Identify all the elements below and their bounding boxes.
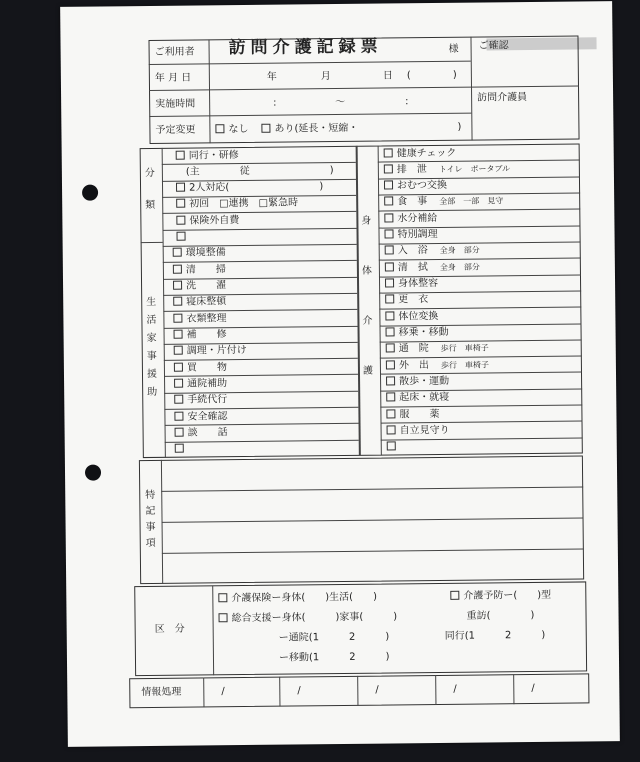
checkbox-icon[interactable] bbox=[386, 344, 395, 353]
right-service-row[interactable] bbox=[384, 180, 447, 193]
left-service-row[interactable] bbox=[174, 329, 227, 342]
left-service-label: 衣類整理 bbox=[186, 312, 227, 325]
date-year[interactable]: 年 bbox=[266, 71, 277, 83]
right-service-options[interactable]: 全身 部分 bbox=[439, 262, 480, 272]
right-service-row[interactable] bbox=[386, 343, 489, 356]
form-title: 訪問介護記録票 bbox=[228, 36, 383, 59]
checkbox-icon[interactable] bbox=[384, 164, 393, 173]
left-service-row[interactable] bbox=[176, 198, 298, 211]
change-yes-option[interactable]: あり(延長・短縮・ bbox=[261, 123, 358, 136]
left-service-row[interactable] bbox=[175, 427, 228, 440]
right-service-label: 清 拭 bbox=[397, 261, 428, 274]
checkbox-icon[interactable] bbox=[174, 346, 183, 355]
time-start[interactable]: : bbox=[273, 97, 277, 109]
category-line3-b[interactable]: 同行(1 2 ) bbox=[444, 629, 546, 642]
left-service-row[interactable] bbox=[175, 444, 188, 456]
checkbox-icon[interactable] bbox=[386, 327, 395, 336]
right-service-label: おむつ交換 bbox=[396, 179, 448, 192]
right-service-label: 移乗・移動 bbox=[398, 326, 449, 339]
right-service-row[interactable] bbox=[384, 196, 503, 209]
info-slash[interactable]: / bbox=[221, 686, 225, 698]
right-service-label: 健康チェック bbox=[396, 147, 457, 159]
left-service-label: 手続代行 bbox=[187, 394, 228, 406]
left-service-row[interactable] bbox=[176, 165, 334, 179]
left-service-label: 安全確認 bbox=[187, 410, 228, 423]
checkbox-icon[interactable] bbox=[450, 591, 459, 600]
checkbox-icon[interactable] bbox=[384, 230, 393, 239]
category-line2-a[interactable]: 総合支援ー身体( )家事( ) bbox=[218, 611, 397, 625]
checkbox-icon[interactable] bbox=[218, 613, 227, 622]
shintai-char: 身 bbox=[361, 215, 372, 227]
right-service-options[interactable]: 歩行 車椅子 bbox=[440, 360, 489, 370]
change-close-paren: ) bbox=[457, 121, 462, 133]
binder-hole bbox=[85, 465, 101, 481]
checkbox-icon[interactable] bbox=[174, 411, 183, 420]
checkbox-icon[interactable] bbox=[384, 148, 393, 157]
user-label: ご利用者 bbox=[154, 46, 195, 58]
left-service-label: (主 従 ) bbox=[185, 164, 334, 178]
left-service-label: 清 掃 bbox=[185, 263, 226, 276]
category-line1-a[interactable]: 介護保険ー身体( )生活( ) bbox=[218, 592, 377, 606]
right-service-options[interactable]: 全身 部分 bbox=[439, 245, 480, 256]
checkbox-icon[interactable] bbox=[176, 150, 185, 159]
left-service-label: 環境整備 bbox=[185, 247, 226, 259]
checkbox-icon[interactable] bbox=[174, 379, 183, 388]
checkbox-icon[interactable] bbox=[173, 248, 182, 257]
left-service-label: 初回 □連携 □緊急時 bbox=[189, 197, 299, 210]
right-service-row[interactable] bbox=[385, 245, 480, 258]
right-service-row[interactable] bbox=[385, 294, 428, 306]
checkbox-icon[interactable] bbox=[386, 393, 395, 402]
left-service-row[interactable] bbox=[174, 362, 227, 375]
right-service-options[interactable]: 全部 一部 見守 bbox=[439, 196, 504, 207]
right-service-label: 水分補給 bbox=[397, 212, 438, 225]
left-service-label: 買 物 bbox=[186, 361, 227, 374]
right-service-row[interactable] bbox=[386, 392, 449, 405]
right-service-row[interactable] bbox=[384, 229, 437, 242]
time-sep: 〜 bbox=[335, 96, 346, 109]
left-service-row[interactable] bbox=[173, 296, 226, 309]
checkbox-icon[interactable] bbox=[384, 197, 393, 206]
category-line4-a[interactable]: ー移動(1 2 ) bbox=[278, 651, 390, 664]
category-line3-a[interactable]: ー通院(1 2 ) bbox=[278, 631, 390, 644]
checkbox-icon[interactable] bbox=[218, 593, 227, 602]
left-service-row[interactable] bbox=[176, 181, 323, 195]
checkbox-icon[interactable] bbox=[175, 428, 184, 437]
change-label: 予定変更 bbox=[155, 124, 196, 136]
info-slash[interactable]: / bbox=[375, 684, 379, 696]
right-service-row[interactable] bbox=[386, 376, 449, 389]
form-sheet bbox=[60, 1, 620, 747]
helper-label: 訪問介護員 bbox=[477, 92, 528, 104]
confirm-label: ご確認 bbox=[478, 40, 509, 52]
checkbox-icon[interactable] bbox=[176, 215, 185, 224]
right-service-row[interactable] bbox=[386, 409, 439, 422]
checkbox-icon[interactable] bbox=[173, 313, 182, 322]
category-line1-b[interactable]: 介護予防ー( )型 bbox=[450, 590, 551, 603]
checkbox-icon[interactable] bbox=[174, 330, 183, 339]
checkbox-icon[interactable] bbox=[384, 213, 393, 222]
left-service-label: 通院補助 bbox=[187, 378, 228, 390]
right-service-options[interactable]: トイレ ポータブル bbox=[438, 164, 511, 174]
checkbox-icon[interactable] bbox=[174, 395, 183, 404]
left-service-row[interactable] bbox=[176, 215, 239, 228]
info-slash[interactable]: / bbox=[297, 685, 301, 697]
checkbox-icon[interactable] bbox=[386, 360, 395, 369]
checkbox-icon[interactable] bbox=[176, 199, 185, 208]
right-service-row[interactable] bbox=[387, 425, 450, 438]
left-service-label: 補 修 bbox=[186, 329, 227, 341]
date-day[interactable]: 日 bbox=[382, 70, 393, 82]
right-service-row[interactable] bbox=[384, 163, 510, 176]
left-service-label: 調理・片付け bbox=[186, 345, 247, 357]
time-end[interactable]: : bbox=[405, 96, 409, 108]
right-service-row[interactable] bbox=[385, 311, 438, 324]
care-record-form bbox=[122, 23, 585, 728]
checkbox-icon[interactable] bbox=[261, 124, 270, 133]
left-service-row[interactable] bbox=[173, 280, 226, 293]
binder-hole bbox=[82, 185, 98, 201]
right-service-label: 散歩・運動 bbox=[399, 375, 450, 388]
date-label: 年 月 日 bbox=[154, 72, 192, 84]
right-service-row[interactable] bbox=[386, 359, 489, 372]
category-line2-b[interactable]: 重訪( ) bbox=[466, 609, 535, 622]
right-service-label: 入 浴 bbox=[397, 245, 428, 257]
right-service-label: 起床・就寝 bbox=[399, 392, 450, 404]
special-notes-label: 特記事項 bbox=[145, 489, 156, 550]
right-service-options[interactable]: 歩行 車椅子 bbox=[440, 343, 489, 354]
left-service-row[interactable] bbox=[176, 150, 239, 163]
right-service-row[interactable] bbox=[384, 213, 437, 226]
shintai-char: 護 bbox=[362, 365, 374, 377]
right-service-label: 特別調理 bbox=[397, 229, 438, 241]
bunrui-label: 分類 bbox=[144, 167, 156, 212]
date-paren-close: ) bbox=[452, 69, 457, 81]
seikatsu-label: 生活家事援助 bbox=[146, 296, 158, 399]
info-processing-label: 情報処理 bbox=[141, 686, 182, 699]
right-service-row[interactable] bbox=[385, 261, 480, 274]
left-service-row[interactable] bbox=[174, 394, 227, 407]
checkbox-icon[interactable] bbox=[386, 376, 395, 385]
left-service-row[interactable] bbox=[174, 345, 247, 358]
right-service-label: 外 出 bbox=[398, 359, 429, 371]
time-label: 実施時間 bbox=[155, 98, 196, 110]
left-service-label: 談 話 bbox=[187, 427, 228, 439]
checkbox-icon[interactable] bbox=[173, 297, 182, 306]
right-service-label: 排 泄 bbox=[396, 163, 427, 176]
right-service-label: 通 院 bbox=[398, 343, 429, 355]
left-service-label: 同行・研修 bbox=[188, 149, 239, 162]
category-label: 区 分 bbox=[154, 623, 185, 635]
left-service-row[interactable] bbox=[173, 313, 226, 326]
checkbox-icon[interactable] bbox=[215, 124, 224, 133]
checkbox-icon[interactable] bbox=[385, 262, 394, 271]
checkbox-icon[interactable] bbox=[385, 295, 394, 304]
left-service-row[interactable] bbox=[174, 378, 227, 391]
right-service-row[interactable] bbox=[385, 278, 438, 291]
left-service-label: 保険外自費 bbox=[189, 214, 240, 227]
right-service-row[interactable] bbox=[384, 147, 457, 160]
checkbox-icon[interactable] bbox=[387, 442, 396, 451]
shintai-char: 介 bbox=[362, 315, 373, 327]
left-service-label: 洗 濯 bbox=[186, 280, 227, 292]
right-service-label: 服 薬 bbox=[399, 408, 440, 420]
checkbox-icon[interactable] bbox=[177, 232, 186, 241]
info-slash[interactable]: / bbox=[453, 683, 457, 695]
date-month[interactable]: 月 bbox=[320, 71, 331, 83]
left-service-label: 寝床整頓 bbox=[186, 296, 227, 308]
checkbox-icon[interactable] bbox=[175, 444, 184, 453]
checkbox-icon[interactable] bbox=[384, 181, 393, 190]
left-service-row[interactable] bbox=[173, 264, 226, 277]
right-service-label: 身体整容 bbox=[398, 277, 439, 290]
checkbox-icon[interactable] bbox=[173, 264, 182, 273]
checkbox-icon[interactable] bbox=[385, 278, 394, 287]
left-service-row[interactable] bbox=[173, 248, 226, 261]
checkbox-icon[interactable] bbox=[387, 425, 396, 434]
checkbox-icon[interactable] bbox=[176, 183, 185, 192]
right-service-label: 更 衣 bbox=[398, 294, 429, 306]
left-service-row[interactable] bbox=[174, 411, 227, 424]
checkbox-icon[interactable] bbox=[173, 281, 182, 290]
checkbox-icon[interactable] bbox=[385, 246, 394, 255]
shintai-char: 体 bbox=[361, 265, 372, 277]
right-service-row[interactable] bbox=[386, 327, 449, 340]
change-none-option[interactable]: なし bbox=[215, 124, 248, 136]
right-service-label: 体位変換 bbox=[398, 310, 439, 323]
checkbox-icon[interactable] bbox=[386, 409, 395, 418]
date-paren-open: ( bbox=[406, 70, 411, 82]
right-service-label: 自立見守り bbox=[399, 424, 450, 437]
info-processing-box bbox=[129, 673, 589, 708]
right-service-label: 食 事 bbox=[397, 196, 428, 208]
info-slash[interactable]: / bbox=[531, 682, 535, 695]
left-service-row[interactable] bbox=[177, 232, 190, 244]
checkbox-icon[interactable] bbox=[385, 311, 394, 320]
right-service-row[interactable] bbox=[387, 442, 400, 454]
sama-label: 様 bbox=[448, 43, 459, 55]
checkbox-icon[interactable] bbox=[174, 362, 183, 371]
left-service-label: 2人対応( ) bbox=[188, 181, 324, 194]
